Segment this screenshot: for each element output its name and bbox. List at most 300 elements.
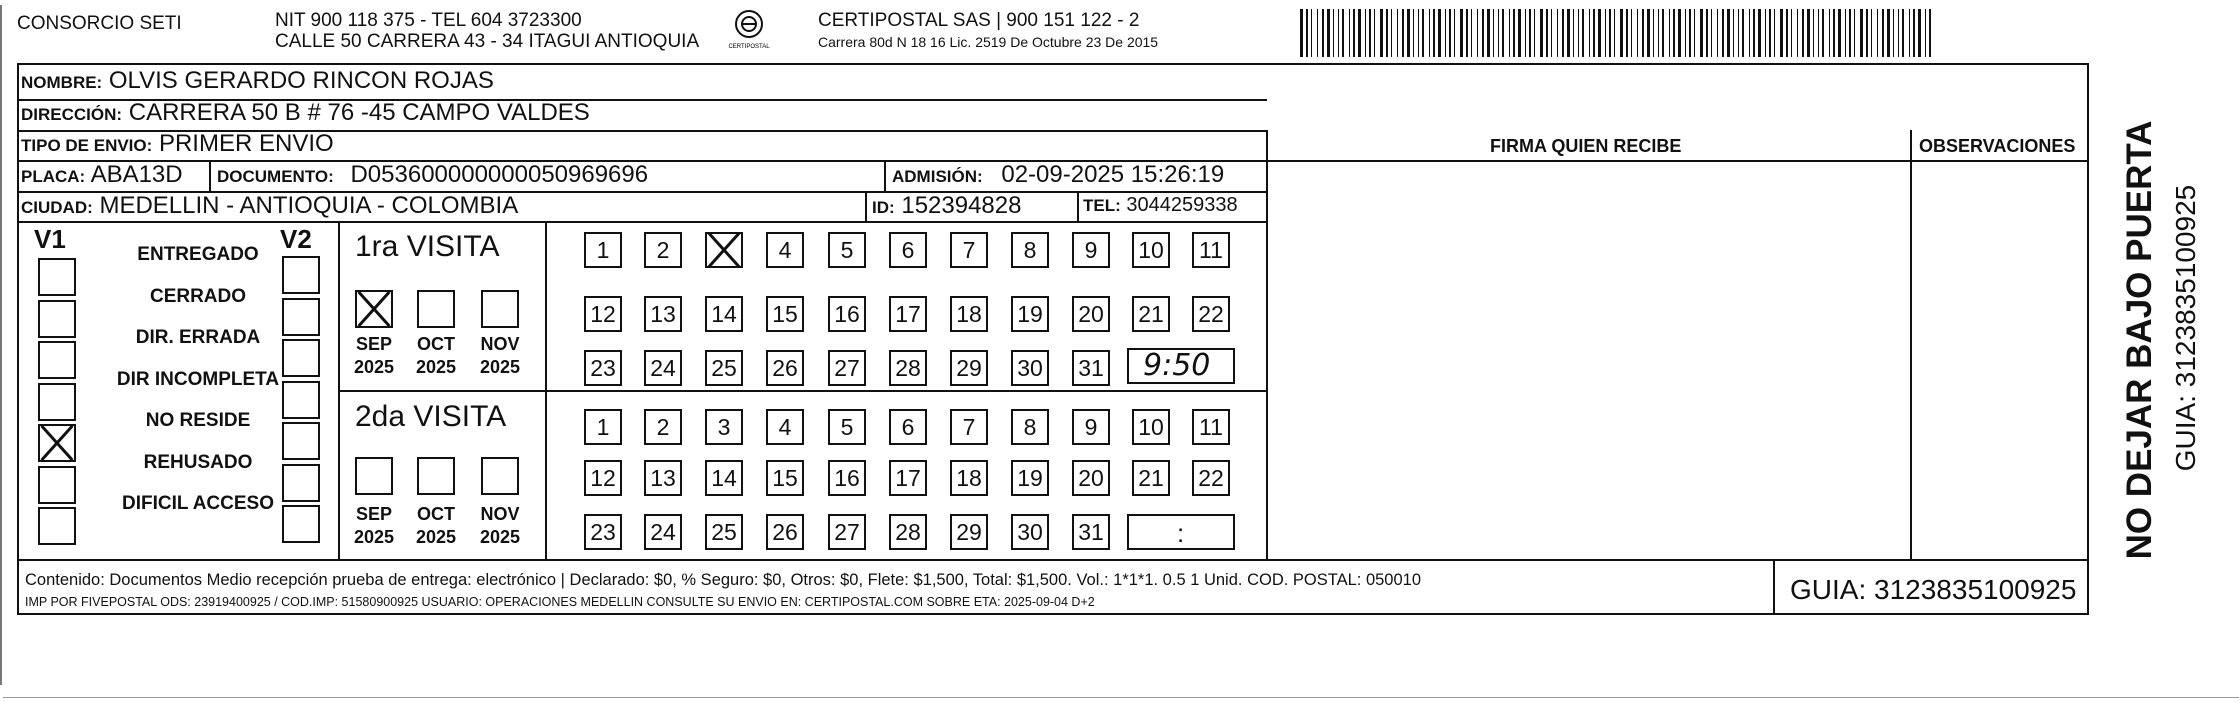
barcode-bar [1925, 9, 1926, 57]
placa-value: ABA13D [90, 161, 183, 188]
month-label [409, 503, 463, 549]
day-number: 28 [895, 354, 921, 381]
barcode-bar [1466, 9, 1468, 57]
v2-header: V2 [280, 224, 312, 254]
day-number: 18 [956, 300, 982, 327]
barcode-bar [1669, 9, 1670, 57]
second-visit-day[interactable] [644, 409, 682, 445]
month-label [347, 333, 401, 379]
barcode-bar [1711, 9, 1712, 57]
status-label: DIFICIL ACCESO [121, 493, 274, 514]
second-visit-day[interactable] [1072, 514, 1110, 550]
day-number: 16 [834, 300, 860, 327]
second-visit-day[interactable] [1011, 409, 1049, 445]
first-visit-day[interactable] [584, 232, 622, 268]
barcode-bar [1374, 9, 1375, 57]
day-number: 19 [1017, 464, 1043, 491]
direccion-label: DIRECCIÓN: [21, 105, 123, 124]
first-visit-day[interactable] [1011, 232, 1049, 268]
first-visit-day[interactable] [766, 350, 804, 386]
first-visit-day[interactable] [889, 296, 927, 332]
first-visit-day[interactable] [705, 232, 743, 268]
status-label: ENTREGADO [137, 244, 259, 265]
barcode-bar [1338, 9, 1339, 57]
documento-row [217, 161, 648, 189]
first-visit-day[interactable] [1072, 296, 1110, 332]
ciudad-label: CIUDAD: [21, 198, 93, 217]
month-name: OCT [417, 334, 455, 354]
barcode-bar [1727, 9, 1730, 57]
barcode-bar [1860, 9, 1863, 57]
month-checkbox-nov[interactable] [481, 290, 519, 328]
barcode-bar [1738, 9, 1739, 57]
month-label [409, 333, 463, 379]
barcode-bar [1557, 9, 1558, 57]
day-number: 25 [711, 354, 737, 381]
day-number: 4 [778, 413, 792, 440]
barcode-bar [1509, 9, 1510, 57]
address-line: CALLE 50 CARRERA 43 - 34 ITAGUI ANTIOQUIA [275, 31, 700, 52]
second-visit-day[interactable] [1011, 514, 1049, 550]
second-visit-day[interactable] [766, 514, 804, 550]
day-number: 30 [1017, 518, 1043, 545]
barcode-bar [1397, 9, 1398, 57]
v1-checkbox[interactable] [38, 383, 76, 421]
barcode-bar [1765, 9, 1766, 57]
first-visit-day[interactable] [889, 350, 927, 386]
first-visit-day[interactable] [705, 296, 743, 332]
barcode-bar [1513, 9, 1515, 57]
barcode-bar [1913, 9, 1915, 57]
barcode-bar [1407, 9, 1410, 57]
barcode-bar [1807, 9, 1810, 57]
first-visit-day[interactable] [1072, 350, 1110, 386]
month-year: 2025 [479, 527, 521, 547]
barcode-bar [1413, 9, 1414, 57]
barcode-bar [1780, 9, 1783, 57]
barcode-bar [1871, 9, 1872, 57]
tel-label: TEL: [1083, 196, 1121, 215]
barcode-bar [1380, 9, 1383, 57]
barcode-bar [1658, 9, 1659, 57]
tel-value: 3044259338 [1126, 194, 1238, 216]
barcode-bar [1877, 9, 1878, 57]
barcode-bar [1749, 9, 1750, 57]
barcode-bar [1909, 9, 1910, 57]
second-visit-day[interactable] [889, 460, 927, 496]
day-number: 2 [656, 413, 670, 440]
barcode-bar [1349, 9, 1350, 57]
first-visit-day[interactable] [766, 296, 804, 332]
day-number: 19 [1017, 300, 1043, 327]
day-number: 26 [772, 354, 798, 381]
certipostal-logo [718, 8, 780, 52]
month-checkbox-oct[interactable] [417, 457, 455, 495]
day-number: 31 [1078, 354, 1104, 381]
id-value: 152394828 [901, 192, 1022, 219]
second-visit-day[interactable] [828, 460, 866, 496]
barcode-bar [1637, 9, 1638, 57]
side-warning: NO DEJAR BAJO PUERTA [2120, 120, 2159, 560]
first-visit-day[interactable] [828, 350, 866, 386]
v1-checkbox[interactable] [38, 466, 76, 504]
direccion-row [21, 99, 590, 127]
barcode-bar [1578, 9, 1579, 57]
barcode-bar [1391, 9, 1392, 57]
barcode-bar [1593, 9, 1595, 57]
second-visit-day[interactable] [705, 409, 743, 445]
contenido-text: Contenido: Documentos Medio recepción prueba de entrega: electrónico | Declarado: $0, % Seguro: $0, Otros: $0, Flete: $1,500, Total: $1,500. Vol.: 1*1*1. 0.5 1 Unid. COD. POSTAL: 050010 [25, 571, 1422, 589]
first-visit-day[interactable] [644, 232, 682, 268]
second-visit-day[interactable] [950, 460, 988, 496]
barcode-bar [1854, 9, 1855, 57]
barcode-bar [1460, 9, 1463, 57]
day-number: 9 [1084, 236, 1098, 263]
status-label: REHUSADO [143, 451, 253, 473]
barcode-bar [1849, 9, 1851, 57]
day-number: 1 [596, 236, 610, 263]
day-number: 4 [778, 236, 792, 263]
barcode-bar [1551, 9, 1552, 57]
barcode-bar [1353, 9, 1355, 57]
barcode-bar [1626, 9, 1628, 57]
barcode-bar [1433, 9, 1435, 57]
documento-label: DOCUMENTO: [217, 167, 334, 186]
placa-label: PLACA: [21, 167, 86, 186]
day-number: 27 [834, 518, 860, 545]
side-guia: GUIA: 3123835100925 [2170, 184, 2201, 472]
first-visit-day[interactable] [705, 350, 743, 386]
day-number: 29 [956, 354, 982, 381]
day-number: 6 [901, 236, 915, 263]
second-visit-day[interactable] [828, 514, 866, 550]
second-visit-day[interactable] [1192, 409, 1230, 445]
second-visit-day[interactable] [644, 460, 682, 496]
documento-value: D053600000000050969696 [350, 161, 649, 188]
tipo-value: PRIMER ENVIO [158, 130, 334, 157]
barcode-bar [1929, 9, 1931, 57]
second-visit-day[interactable] [705, 514, 743, 550]
second-visit-day[interactable] [705, 460, 743, 496]
month-name: SEP [355, 504, 393, 524]
barcode-bar [1418, 9, 1419, 57]
barcode-bar [1700, 9, 1703, 57]
barcode [1300, 9, 1934, 57]
day-number: 11 [1199, 413, 1223, 440]
second-visit-time-box[interactable] [1127, 514, 1235, 550]
barcode-bar [1822, 9, 1824, 57]
second-visit-day[interactable] [584, 460, 622, 496]
v1-checkbox[interactable] [38, 424, 76, 462]
first-visit-day[interactable] [889, 232, 927, 268]
day-number: 23 [590, 354, 616, 381]
barcode-bar [1529, 9, 1531, 57]
id-row [872, 192, 1021, 220]
barcode-bar [1653, 9, 1654, 57]
barcode-bar [1689, 9, 1691, 57]
second-visit-day[interactable] [1072, 409, 1110, 445]
observaciones-header: OBSERVACIONES [1919, 136, 2076, 156]
barcode-bar [1471, 9, 1472, 57]
v2-checkbox[interactable] [282, 298, 320, 336]
barcode-bar [1598, 9, 1601, 57]
day-number: 8 [1023, 413, 1037, 440]
barcode-bar [1589, 9, 1590, 57]
barcode-bar [1774, 9, 1775, 57]
barcode-bar [1518, 9, 1521, 57]
v1-checkbox[interactable] [38, 300, 76, 338]
first-visit-day[interactable] [1132, 232, 1170, 268]
direccion-value: CARRERA 50 B # 76 -45 CAMPO VALDES [128, 99, 590, 126]
first-visit-title: 1ra VISITA [355, 230, 500, 263]
barcode-bar [1306, 9, 1308, 57]
barcode-bar [1609, 9, 1611, 57]
month-label [473, 503, 527, 549]
barcode-bar [1647, 9, 1650, 57]
barcode-bar [1797, 9, 1798, 57]
month-label [347, 503, 401, 549]
barcode-bar [1887, 9, 1890, 57]
day-number: 2 [656, 236, 670, 263]
first-visit-day[interactable] [1192, 232, 1230, 268]
day-number: 17 [895, 300, 921, 327]
first-visit-day[interactable] [1192, 296, 1230, 332]
barcode-bar [1540, 9, 1543, 57]
admision-value: 02-09-2025 15:26:19 [1001, 161, 1225, 188]
barcode-bar [1722, 9, 1724, 57]
first-visit-day[interactable] [1072, 232, 1110, 268]
second-visit-day[interactable] [584, 409, 622, 445]
barcode-bar [1534, 9, 1535, 57]
v1-checkbox[interactable] [38, 341, 76, 379]
nit-line: NIT 900 118 375 - TEL 604 3723300 [275, 10, 582, 31]
day-number: 5 [840, 413, 854, 440]
month-year: 2025 [353, 357, 395, 377]
day-number: 7 [962, 236, 976, 263]
nombre-row [21, 67, 494, 95]
barcode-bar [1311, 9, 1312, 57]
month-name: SEP [355, 334, 393, 354]
first-visit-day[interactable] [950, 350, 988, 386]
barcode-bar [1802, 9, 1804, 57]
status-label: NO RESIDE [145, 410, 251, 431]
day-number: 31 [1078, 518, 1104, 545]
first-visit-day[interactable] [1011, 296, 1049, 332]
barcode-bar [1758, 9, 1761, 57]
first-visit-day[interactable] [950, 296, 988, 332]
first-visit-day[interactable] [1011, 350, 1049, 386]
tel-row [1083, 194, 1238, 217]
certipostal-line: CERTIPOSTAL SAS | 900 151 122 - 2 [818, 10, 1140, 31]
month-checkbox-oct[interactable] [417, 290, 455, 328]
first-visit-day[interactable] [950, 232, 988, 268]
month-year: 2025 [415, 527, 457, 547]
barcode-bar [1502, 9, 1504, 57]
barcode-bar [1791, 9, 1792, 57]
day-number: 13 [650, 464, 676, 491]
v2-checkbox[interactable] [282, 464, 320, 502]
day-number: 3 [717, 413, 731, 440]
placa-row [21, 161, 183, 189]
barcode-bar [1369, 9, 1371, 57]
day-number: 22 [1198, 464, 1224, 491]
barcode-bar [1365, 9, 1366, 57]
day-number: 10 [1138, 413, 1164, 440]
admision-row [892, 161, 1224, 189]
ciudad-row [21, 192, 518, 220]
tipo-label: TIPO DE ENVIO: [21, 136, 153, 155]
v2-checkbox[interactable] [282, 339, 320, 377]
day-number: 14 [711, 300, 737, 327]
company-name: CONSORCIO SETI [17, 13, 182, 34]
second-visit-day[interactable] [1072, 460, 1110, 496]
barcode-bar [1678, 9, 1681, 57]
barcode-bar [1317, 9, 1318, 57]
v2-checkbox[interactable] [282, 422, 320, 460]
first-visit-day[interactable] [584, 350, 622, 386]
barcode-bar [1631, 9, 1632, 57]
barcode-bar [1893, 9, 1894, 57]
month-name: OCT [417, 504, 455, 524]
barcode-bar [1717, 9, 1718, 57]
barcode-bar [1733, 9, 1734, 57]
month-name: NOV [480, 334, 520, 354]
barcode-bar [1845, 9, 1846, 57]
month-checkbox-sep[interactable] [355, 457, 393, 495]
imp-text: IMP POR FIVEPOSTAL ODS: 23919400925 / COD.IMP: 51580900925 USUARIO: OPERACIONES MEDELLIN CONSULTE SU ENVIO EN: CERTIPOSTAL.COM SOBRE ETA: 2025-09-04 D+2 [25, 595, 1095, 609]
v1-header: V1 [34, 224, 66, 254]
first-visit-day[interactable] [644, 296, 682, 332]
first-visit-day[interactable] [828, 232, 866, 268]
day-number: 26 [772, 518, 798, 545]
barcode-bar [1898, 9, 1899, 57]
barcode-bar [1833, 9, 1835, 57]
day-number: 27 [834, 354, 860, 381]
day-number: 6 [901, 413, 915, 440]
month-checkbox-sep[interactable] [355, 290, 393, 328]
barcode-bar [1322, 9, 1324, 57]
second-visit-day[interactable] [1132, 460, 1170, 496]
second-visit-day[interactable] [950, 514, 988, 550]
barcode-bar [1829, 9, 1830, 57]
second-visit-day[interactable] [1132, 409, 1170, 445]
ciudad-value: MEDELLIN - ANTIOQUIA - COLOMBIA [99, 192, 519, 219]
barcode-bar [1567, 9, 1570, 57]
day-number: 1 [596, 413, 610, 440]
month-year: 2025 [415, 357, 457, 377]
day-number: 28 [895, 518, 921, 545]
barcode-bar [1769, 9, 1771, 57]
barcode-bar [1786, 9, 1788, 57]
day-number: 18 [956, 464, 982, 491]
month-year: 2025 [353, 527, 395, 547]
barcode-bar [1614, 9, 1615, 57]
barcode-bar [1673, 9, 1675, 57]
day-number: 25 [711, 518, 737, 545]
barcode-bar [1429, 9, 1430, 57]
month-label [473, 333, 527, 379]
id-label: ID: [872, 198, 895, 217]
barcode-bar [1454, 9, 1455, 57]
barcode-bar [1342, 9, 1344, 57]
barcode-bar [1866, 9, 1868, 57]
day-number: 16 [834, 464, 860, 491]
first-visit-day[interactable] [1132, 296, 1170, 332]
barcode-bar [1694, 9, 1695, 57]
day-number: 24 [650, 518, 676, 545]
second-visit-title: 2da VISITA [355, 400, 507, 433]
second-visit-day[interactable] [1011, 460, 1049, 496]
day-number: 17 [895, 464, 921, 491]
day-number: 22 [1198, 300, 1224, 327]
barcode-bar [1546, 9, 1548, 57]
barcode-bar [1525, 9, 1526, 57]
admision-label: ADMISIÓN: [892, 167, 983, 186]
barcode-bar [1487, 9, 1490, 57]
barcode-bar [1753, 9, 1755, 57]
day-number: 21 [1138, 300, 1164, 327]
day-number: 21 [1138, 464, 1164, 491]
first-visit-day[interactable] [644, 350, 682, 386]
barcode-bar [1573, 9, 1574, 57]
barcode-bar [1918, 9, 1921, 57]
barcode-bar [1386, 9, 1388, 57]
v2-checkbox[interactable] [282, 256, 320, 294]
barcode-bar [1742, 9, 1744, 57]
v1-checkbox[interactable] [38, 258, 76, 296]
second-visit-day[interactable] [828, 409, 866, 445]
second-visit-day[interactable] [766, 409, 804, 445]
status-label: DIR INCOMPLETA [116, 368, 280, 390]
v2-checkbox[interactable] [282, 381, 320, 419]
day-number: 23 [590, 518, 616, 545]
barcode-bar [1582, 9, 1584, 57]
second-visit-day[interactable] [644, 514, 682, 550]
second-visit-day[interactable] [889, 514, 927, 550]
day-number: 14 [711, 464, 737, 491]
barcode-bar [1838, 9, 1841, 57]
first-visit-time: 9:50 [1143, 348, 1211, 383]
second-visit-day[interactable] [1192, 460, 1230, 496]
first-visit-time-box[interactable] [1127, 348, 1235, 384]
first-visit-day[interactable] [766, 232, 804, 268]
nombre-value: OLVIS GERARDO RINCON ROJAS [108, 67, 494, 94]
day-number: 15 [772, 464, 798, 491]
barcode-bar [1813, 9, 1814, 57]
day-number: 8 [1023, 236, 1037, 263]
day-number: 13 [650, 300, 676, 327]
second-visit-day[interactable] [766, 460, 804, 496]
day-number: 5 [840, 236, 854, 263]
second-visit-day[interactable] [950, 409, 988, 445]
day-number: 10 [1138, 236, 1164, 263]
first-visit-day[interactable] [584, 296, 622, 332]
day-number: 11 [1199, 236, 1223, 263]
barcode-bar [1327, 9, 1330, 57]
barcode-bar [1493, 9, 1494, 57]
v1-checkbox[interactable] [38, 507, 76, 545]
v2-checkbox[interactable] [282, 505, 320, 543]
barcode-bar [1685, 9, 1686, 57]
footer-guia: GUIA: 3123835100925 [1790, 574, 2077, 605]
second-visit-day[interactable] [889, 409, 927, 445]
first-visit-day[interactable] [828, 296, 866, 332]
second-visit-day[interactable] [584, 514, 622, 550]
barcode-bar [1620, 9, 1623, 57]
month-checkbox-nov[interactable] [481, 457, 519, 495]
month-year: 2025 [479, 357, 521, 377]
barcode-bar [1882, 9, 1884, 57]
